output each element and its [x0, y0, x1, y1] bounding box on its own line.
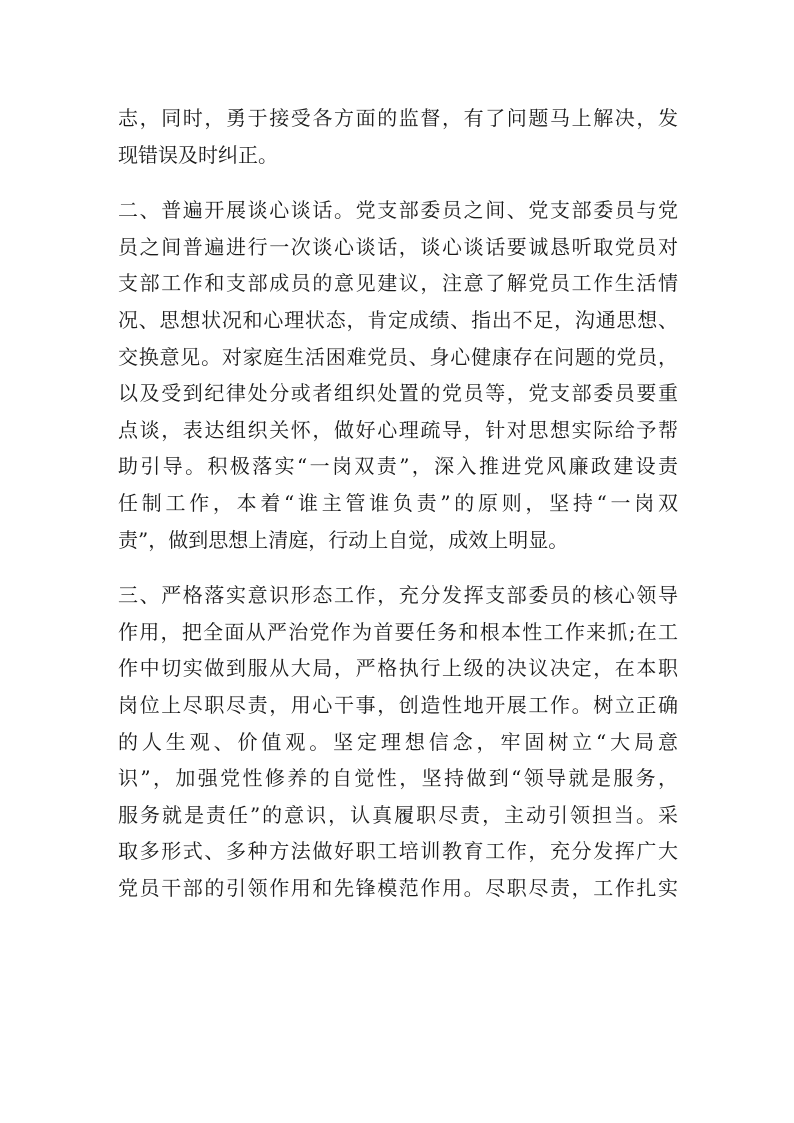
text-line: 况、思想状况和心理状态，肯定成绩、指出不足，沟通思想、: [118, 307, 678, 332]
text-line: 识”，加强党性修养的自觉性，坚持做到“领导就是服务，: [118, 766, 678, 791]
text-line: 党员干部的引领作用和先锋模范作用。尽职尽责，工作扎实: [118, 875, 678, 900]
text-line: 志，同时，勇于接受各方面的监督，有了问题马上解决，发: [118, 106, 678, 130]
text-line: 员之间普遍进行一次谈心谈话，谈心谈话要诚恳听取党员对: [118, 234, 678, 259]
text-line: 作中切实做到服从大局，严格执行上级的决议决定，在本职: [118, 656, 678, 681]
paragraph-intro-continuation: [118, 100, 678, 173]
paragraph-spacer: [118, 558, 678, 577]
text-line: 岗位上尽职尽责，用心干事，创造性地开展工作。树立正确: [118, 692, 678, 717]
paragraph-section-3: [118, 577, 678, 906]
paragraph-spacer: [118, 173, 678, 192]
text-line: 二、普遍开展谈心谈话。党支部委员之间、党支部委员与党: [118, 198, 678, 223]
text-line: 的人生观、价值观。坚定理想信念，牢固树立“大局意: [118, 729, 678, 754]
paragraph-section-2: [118, 192, 678, 558]
document-body: [118, 100, 678, 906]
text-line: 现错误及时纠正。: [118, 142, 278, 167]
text-line: 任制工作，本着“谁主管谁负责”的原则，坚持“一岗双: [118, 490, 678, 515]
text-line: 三、严格落实意识形态工作，充分发挥支部委员的核心领导: [118, 583, 678, 608]
text-line: 以及受到纪律处分或者组织处置的党员等，党支部委员要重: [118, 381, 678, 406]
text-line: 助引导。积极落实“一岗双责”，深入推进党风廉政建设责: [118, 454, 678, 479]
text-line: 取多形式、多种方法做好职工培训教育工作，充分发挥广大: [118, 839, 678, 864]
text-line: 支部工作和支部成员的意见建议，注意了解党员工作生活情: [118, 271, 678, 296]
text-line: 点谈，表达组织关怀，做好心理疏导，针对思想实际给予帮: [118, 417, 678, 442]
text-line: 作用，把全面从严治党作为首要任务和根本性工作来抓;在工: [118, 619, 678, 644]
text-line: 交换意见。对家庭生活困难党员、身心健康存在问题的党员，: [118, 344, 678, 369]
text-line: 责”，做到思想上清庭，行动上自觉，成效上明显。: [118, 527, 569, 552]
text-line: 服务就是责任”的意识，认真履职尽责，主动引领担当。采: [118, 802, 678, 827]
